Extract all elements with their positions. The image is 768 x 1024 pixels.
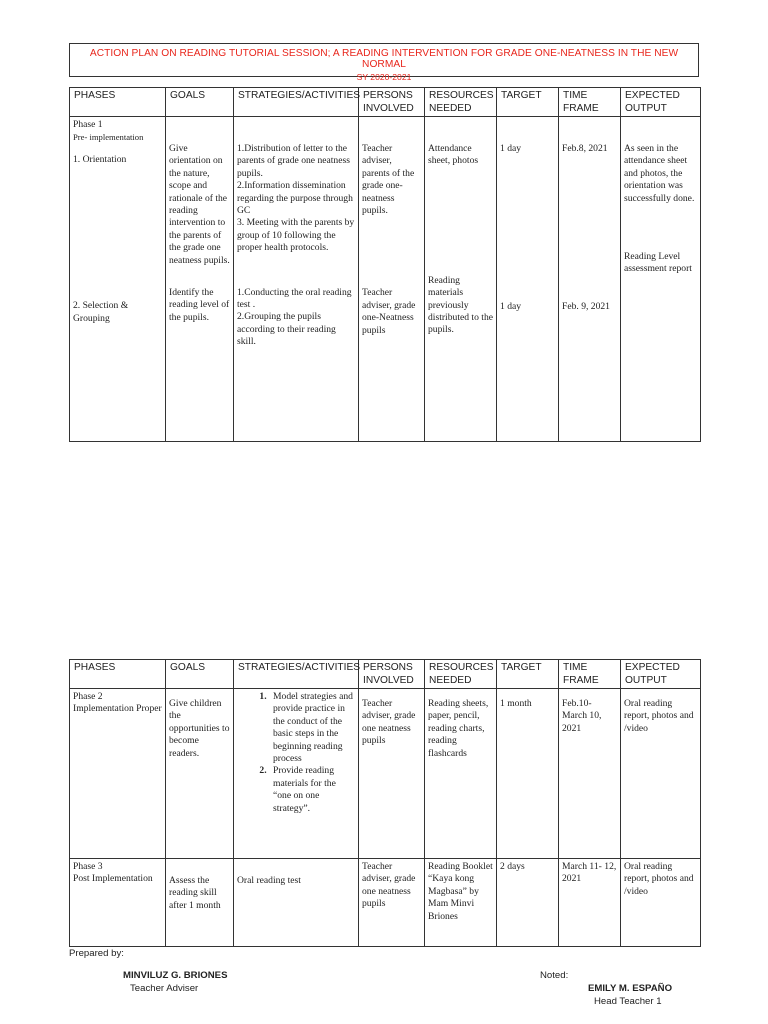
header-expected-output: EXPECTED OUTPUT [621,660,701,689]
phase-cell [70,117,166,442]
noted-label: Noted: [540,970,569,981]
header-strategies: STRATEGIES/ACTIVITIES [234,88,359,117]
output-text: Oral reading report, photos and /video [624,698,694,734]
header-resources: RESOURCES NEEDED [425,88,497,117]
strategy-item: Oral reading test [237,875,301,886]
phase-step: 2. Selection & Grouping [73,300,129,324]
target-text: 2 days [500,861,525,872]
strategy-item: 2.Grouping the pupils according to their reading skill. [237,311,336,348]
goals-cell [166,859,234,947]
header-phases: PHASES [70,660,166,689]
resources-cell [425,117,497,442]
time-frame-cell [559,117,621,442]
resources-text: Reading Booklet “Kaya kong Magbasa” by Mam Minvi Briones [428,861,493,922]
persons-cell [359,689,425,859]
prepared-by-name: MINVILUZ G. BRIONES [123,970,228,981]
target-text: 1 day [500,301,522,313]
goals-cell [166,689,234,859]
expected-output-cell [621,689,701,859]
strategy-item: 1.Distribution of letter to the parents of grade one neatness pupils. [237,143,350,179]
header-time-frame: TIME FRAME [559,88,621,117]
goal-text: Give orientation on the nature, scope and rationale of the reading intervention to the parents of the grade one neatness pupils. [169,143,230,266]
time-frame-cell [559,689,621,859]
document-title-box [69,43,699,82]
header-goals: GOALS [166,660,234,689]
phase-subtitle: Pre- implementation [73,132,144,143]
header-strategies: STRATEGIES/ACTIVITIES [234,660,359,689]
persons-text: Teacher adviser, grade one-Neatness pupils [362,287,416,336]
strategy-item: 3. Meeting with the parents by group of 10 following the proper health protocols. [237,217,355,254]
strategies-cell [234,117,359,442]
strategy-item: 1.Conducting the oral reading test . [237,286,352,311]
time-frame-text: Feb.8, 2021 [562,143,608,154]
phase-step: Post Implementation [73,873,153,885]
time-frame-text: March 11- 12, 2021 [562,861,617,885]
table-row [70,117,701,442]
school-year: SY 2020-2021 [356,72,412,82]
action-plan-table-2 [69,659,701,947]
target-text: 1 month [500,698,532,709]
table-row [70,689,701,859]
header-target: TARGET [497,660,559,689]
header-expected-output: EXPECTED OUTPUT [621,88,701,117]
phase-label: Phase 3 [73,861,103,872]
time-frame-cell [559,859,621,947]
strategies-cell [234,859,359,947]
table-header-row [70,88,701,117]
strategy-item: 2. Provide reading materials for the “one on one strategy”. [269,765,355,815]
persons-cell [359,117,425,442]
header-persons: PERSONS INVOLVED [359,88,425,117]
time-frame-text: Feb. 9, 2021 [562,301,610,313]
resources-text: Reading sheets, paper, pencil, reading charts, reading flashcards [428,698,489,759]
resources-text: Reading materials previously distributed to the pupils. [428,274,494,336]
phase-cell [70,689,166,859]
header-phases: PHASES [70,88,166,117]
phase-step: 1. Orientation [73,153,127,165]
target-text: 1 day [500,143,522,154]
persons-text: Teacher adviser, grade one neatness pupils [362,698,416,747]
expected-output-cell [621,859,701,947]
goal-text: Identify the reading level of the pupils. [169,287,230,323]
header-resources: RESOURCES NEEDED [425,660,497,689]
output-text: As seen in the attendance sheet and photos, the orientation was successfully done. [624,143,695,204]
phase-label: Phase 1 [73,119,103,130]
header-persons: PERSONS INVOLVED [359,660,425,689]
resources-cell [425,859,497,947]
strategy-item: 1. Model strategies and provide practice in the conduct of the basic steps in the beginning reading process [269,691,355,765]
target-cell [497,859,559,947]
time-frame-text: Feb.10- March 10, 2021 [562,698,602,734]
output-text: Oral reading report, photos and /video [624,861,694,897]
strategy-item: 2.Information dissemination regarding the purpose through GC [237,180,353,217]
phase-label: Phase 2 Implementation Proper [73,691,162,715]
persons-text: Teacher adviser, grade one neatness pupils [362,861,416,910]
output-text: Reading Level assessment report [624,251,692,275]
noted-by-name: EMILY M. ESPAÑO [588,983,673,994]
strategies-cell [234,689,359,859]
goals-cell [166,117,234,442]
goal-text: Give children the opportunities to become readers. [169,698,230,759]
table-header-row [70,660,701,689]
document-title: ACTION PLAN ON READING TUTORIAL SESSION; A READING INTERVENTION FOR GRADE ONE-NEATNESS IN THE NEW NORMAL [89,48,679,70]
header-time-frame: TIME FRAME [559,660,621,689]
expected-output-cell [621,117,701,442]
prepared-by-role: Teacher Adviser [130,983,199,994]
persons-text: Teacher adviser, parents of the grade one-neatness pupils. [362,143,415,217]
resources-text: Attendance sheet, photos [428,143,479,167]
target-cell [497,689,559,859]
table-row [70,859,701,947]
action-plan-table-1 [69,87,701,442]
noted-by-role: Head Teacher 1 [594,996,662,1007]
resources-cell [425,689,497,859]
persons-cell [359,859,425,947]
target-cell [497,117,559,442]
header-target: TARGET [497,88,559,117]
prepared-by-label: Prepared by: [69,948,124,959]
phase-cell [70,859,166,947]
strategy-list [237,691,355,815]
header-goals: GOALS [166,88,234,117]
goal-text: Assess the reading skill after 1 month [169,875,221,911]
